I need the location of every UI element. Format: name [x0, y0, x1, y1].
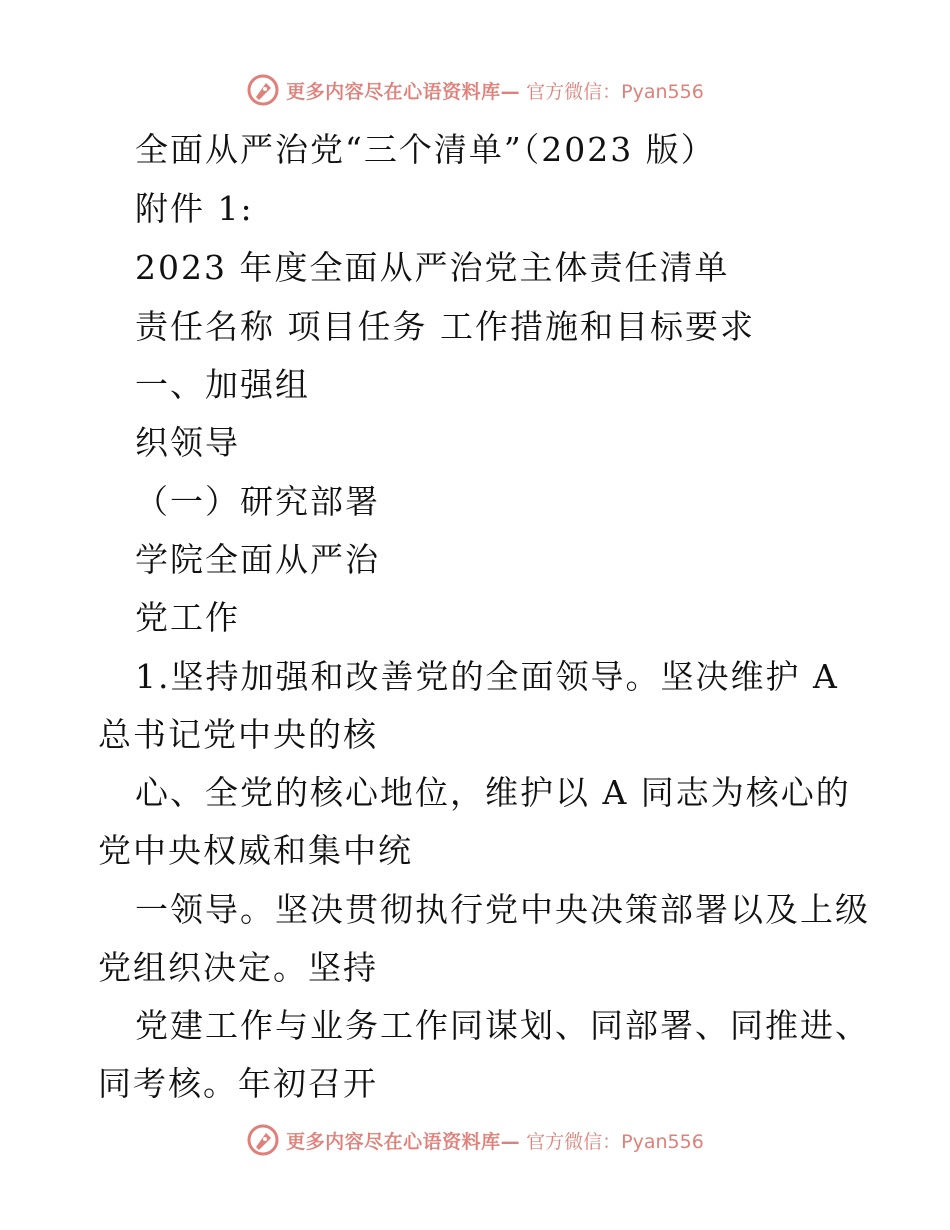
text-line: 党中央权威和集中统 — [98, 831, 413, 870]
text-line: 总书记党中央的核 — [98, 715, 378, 754]
text-line: 党建工作与业务工作同谋划、同部署、同推进、 — [135, 1006, 870, 1045]
text-line: 织领导 — [135, 423, 240, 462]
pen-nib-logo-icon — [246, 1123, 280, 1157]
text-line: 同考核。年初召开 — [98, 1064, 378, 1103]
pen-nib-logo-icon — [246, 73, 280, 107]
text-line: （一）研究部署 — [135, 482, 380, 521]
text-line: 心、全党的核心地位，维护以 A 同志为核心的 — [135, 773, 851, 812]
watermark-text: 更多内容尽在心语资料库— — [286, 80, 521, 103]
attachment-label: 附件 1: — [135, 189, 254, 228]
text-line: 一领导。坚决贯彻执行党中央决策部署以及上级 — [135, 890, 870, 929]
watermark-wechat: 官方微信：Pyan556 — [526, 1130, 704, 1153]
watermark-text: 更多内容尽在心语资料库— — [286, 1130, 521, 1153]
document-title: 全面从严治党“三个清单”（2023 版） — [135, 130, 716, 169]
text-line: 学院全面从严治 — [135, 540, 380, 579]
text-line: 一、加强组 — [135, 365, 310, 404]
column-headers: 责任名称 项目任务 工作措施和目标要求 — [135, 307, 755, 346]
text-line: 党工作 — [135, 598, 240, 637]
watermark-wechat: 官方微信：Pyan556 — [526, 80, 704, 103]
footer-watermark-banner — [0, 1120, 950, 1160]
text-line: 党组织决定。坚持 — [98, 948, 378, 987]
text-line: 1.坚持加强和改善党的全面领导。坚决维护 A — [135, 657, 839, 696]
list-title: 2023 年度全面从严治党主体责任清单 — [135, 248, 730, 287]
header-watermark-banner — [0, 70, 950, 110]
